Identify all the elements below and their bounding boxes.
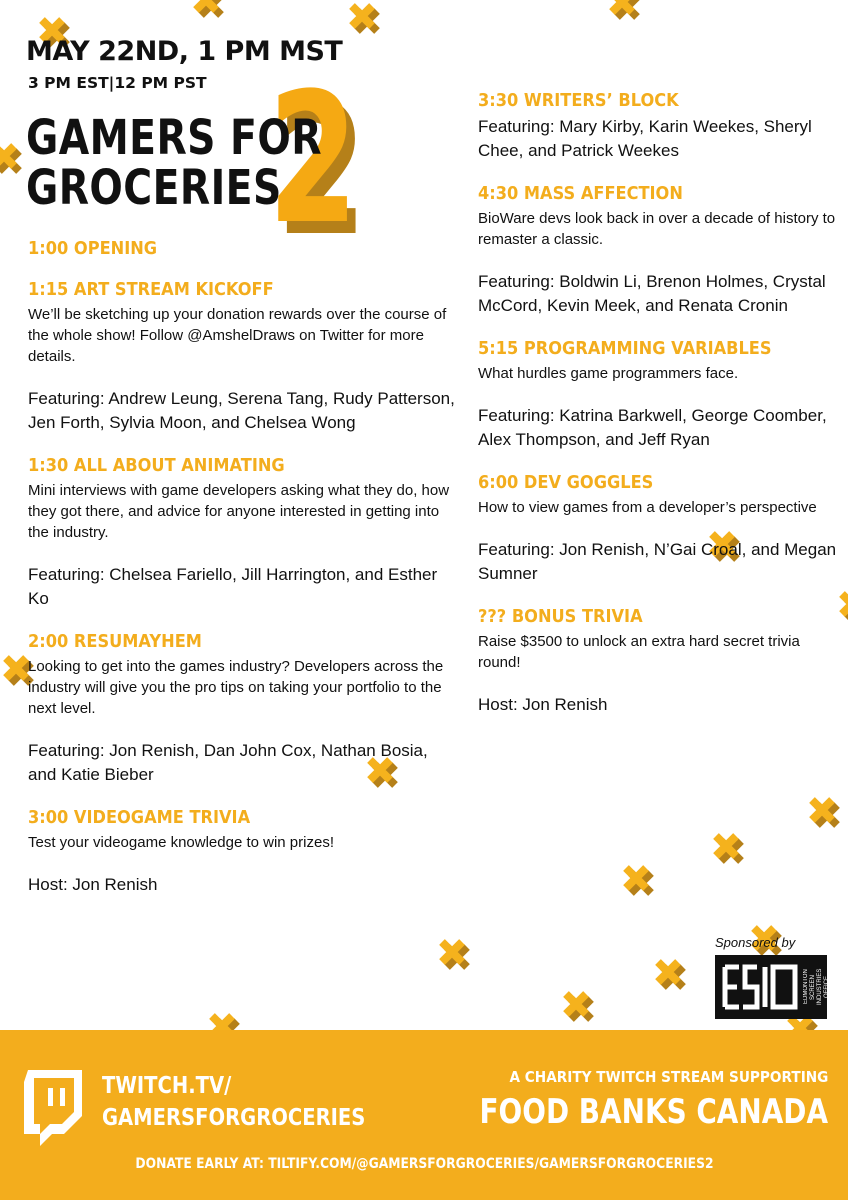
schedule-item-description: Test your videogame knowledge to win prizes! <box>28 834 334 851</box>
schedule-item-heading: 4:30 MASS AFFECTION <box>478 183 683 204</box>
event-title-line2: GROCERIES <box>26 160 282 216</box>
schedule-item-heading: 2:00 RESUMAYHEM <box>28 631 202 652</box>
donate-link-text: DONATE EARLY AT: TILTIFY.COM/@GAMERSFORGROCERIES/GAMERSFORGROCERIES2 <box>134 1156 714 1172</box>
x-mark-icon <box>436 936 470 970</box>
schedule-item-featuring: Featuring: Chelsea Fariello, Jill Harrington, and Esther Ko <box>28 565 438 608</box>
schedule-item <box>478 338 846 452</box>
schedule-item <box>28 238 460 259</box>
footer-banner <box>0 1030 848 1200</box>
twitch-url[interactable] <box>102 1070 365 1134</box>
schedule-item-description: We’ll be sketching up your donation rewards over the course of the whole show! Follow @AmshelDraws on Twitter for more details. <box>28 306 447 365</box>
schedule-item-heading: 1:15 ART STREAM KICKOFF <box>28 279 274 300</box>
schedule-item-description: What hurdles game programmers face. <box>478 365 739 382</box>
schedule-item-heading: 1:00 OPENING <box>28 238 158 259</box>
schedule-item <box>28 455 460 611</box>
schedule-item-featuring: Featuring: Andrew Leung, Serena Tang, Rudy Patterson, Jen Forth, Sylvia Moon, and Chelsea Wong <box>28 389 455 432</box>
x-mark-icon <box>620 862 654 896</box>
sponsor-label: Sponsored by <box>715 935 796 950</box>
schedule-item-description: Mini interviews with game developers asking what they do, how they got there, and advice for anyone interested in getting into the industry. <box>28 482 450 541</box>
schedule-item <box>478 472 846 586</box>
schedule-item-featuring: Featuring: Boldwin Li, Brenon Holmes, Crystal McCord, Kevin Meek, and Renata Cronin <box>478 272 826 315</box>
sponsor-logo <box>715 955 830 1019</box>
twitch-url-line1: TWITCH.TV/ <box>102 1073 232 1099</box>
schedule-item <box>28 279 460 435</box>
schedule-item-heading: ??? BONUS TRIVIA <box>478 606 643 627</box>
schedule-item-featuring: Featuring: Jon Renish, Dan John Cox, Nathan Bosia, and Katie Bieber <box>28 741 428 784</box>
sponsor-logo-subtext: EDMONTON SCREEN INDUSTRIES OFFICE <box>803 968 830 1006</box>
x-mark-icon <box>190 0 224 18</box>
schedule-item-description: How to view games from a developer’s perspective <box>478 499 817 516</box>
schedule-item-description: Looking to get into the games industry? Developers across the industry will give you the pro tips on taking your portfolio to the next level. <box>28 658 444 717</box>
title-number: 2 <box>268 55 359 264</box>
schedule-item <box>28 631 460 787</box>
x-mark-icon <box>652 956 686 990</box>
schedule-item-description: BioWare devs look back in over a decade of history to remaster a classic. <box>478 210 836 248</box>
twitch-logo-icon <box>24 1070 82 1146</box>
event-date: MAY 22ND, 1 PM MST <box>26 36 343 67</box>
schedule-item-heading: 5:15 PROGRAMMING VARIABLES <box>478 338 772 359</box>
schedule-item-featuring: Host: Jon Renish <box>28 875 158 894</box>
schedule-right-column <box>478 90 846 737</box>
schedule-item <box>478 183 846 318</box>
schedule-item <box>478 606 846 717</box>
event-timezones: 3 PM EST|12 PM PST <box>28 74 207 92</box>
charity-name: FOOD BANKS CANADA <box>479 1092 828 1132</box>
schedule-item-featuring: Featuring: Jon Renish, N’Gai Croal, and Megan Sumner <box>478 540 837 583</box>
schedule-item-heading: 3:30 WRITERS’ BLOCK <box>478 90 679 111</box>
schedule-item-featuring: Featuring: Katrina Barkwell, George Coomber, Alex Thompson, and Jeff Ryan <box>478 406 827 449</box>
twitch-url-line2: GAMERSFORGROCERIES <box>102 1105 366 1131</box>
x-mark-icon <box>346 0 380 34</box>
schedule-item-description: Raise $3500 to unlock an extra hard secret trivia round! <box>478 633 800 671</box>
x-mark-icon <box>606 0 640 20</box>
x-mark-icon <box>710 830 744 864</box>
schedule-item <box>478 90 846 163</box>
event-title <box>26 110 322 216</box>
charity-tagline: A CHARITY TWITCH STREAM SUPPORTING <box>509 1068 828 1086</box>
x-mark-icon <box>806 794 840 828</box>
event-title-line1: GAMERS FOR <box>26 110 322 166</box>
schedule-left-column <box>28 238 460 917</box>
schedule-item-featuring: Featuring: Mary Kirby, Karin Weekes, Sheryl Chee, and Patrick Weekes <box>478 117 812 160</box>
schedule-item-featuring: Host: Jon Renish <box>478 695 608 714</box>
x-mark-icon <box>0 140 22 174</box>
schedule-item <box>28 807 460 897</box>
donate-link[interactable] <box>0 1156 848 1172</box>
schedule-item-heading: 6:00 DEV GOGGLES <box>478 472 654 493</box>
schedule-item-heading: 3:00 VIDEOGAME TRIVIA <box>28 807 251 828</box>
x-mark-icon <box>560 988 594 1022</box>
esio-logo-mark <box>721 961 801 1013</box>
schedule-item-heading: 1:30 ALL ABOUT ANIMATING <box>28 455 285 476</box>
